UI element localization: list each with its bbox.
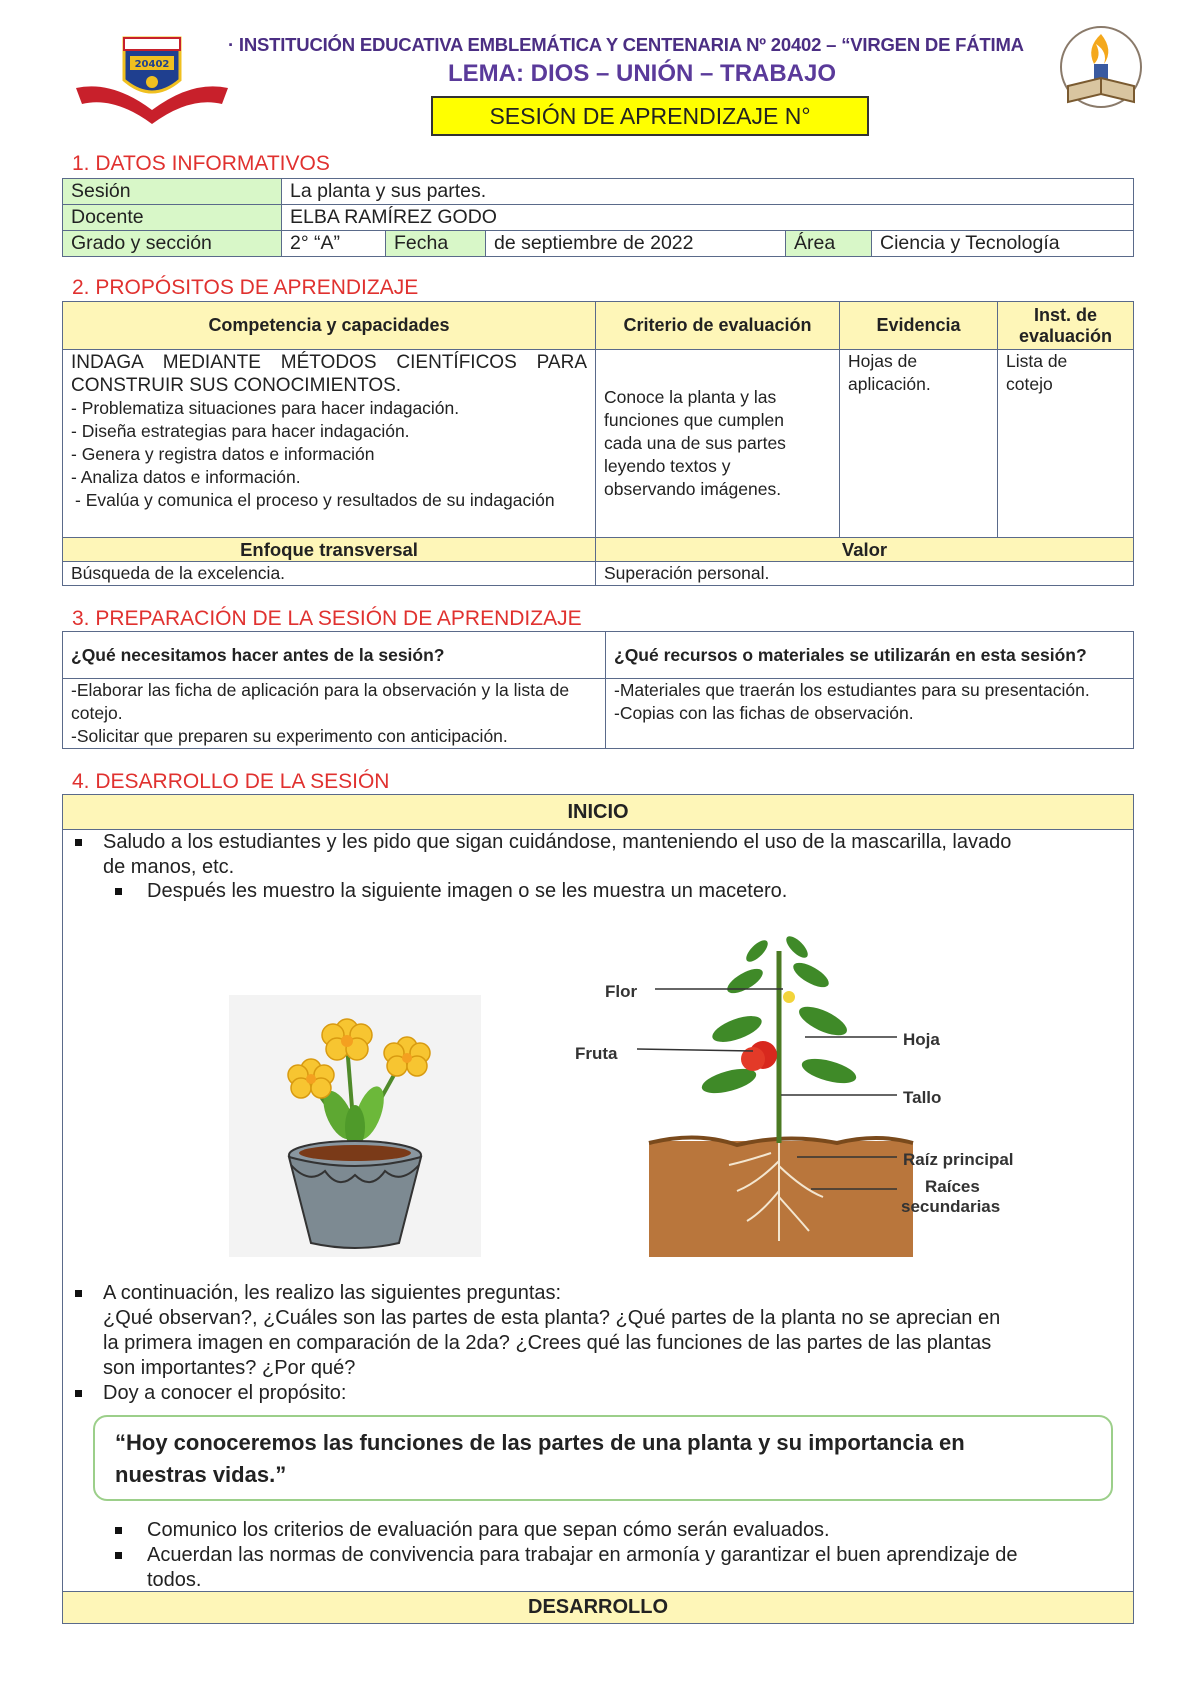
bullet-proposito: Doy a conocer el propósito: bbox=[103, 1382, 347, 1404]
label-hoja: Hoja bbox=[903, 1030, 940, 1049]
label-raiz-principal: Raíz principal bbox=[903, 1150, 1014, 1169]
table-row bbox=[63, 179, 1134, 205]
header-criterio: Criterio de evaluación bbox=[596, 302, 840, 350]
propositos-table bbox=[62, 301, 1134, 586]
fecha-label: Fecha bbox=[386, 231, 486, 257]
section-title-preparacion: 3. PREPARACIÓN DE LA SESIÓN DE APRENDIZAJE bbox=[72, 607, 582, 630]
table-row bbox=[63, 538, 1134, 562]
answer-recursos bbox=[606, 679, 1134, 749]
bullet-criterios: Comunico los criterios de evaluación para que sepan cómo serán evaluados. bbox=[147, 1519, 830, 1541]
grado-value: 2° “A” bbox=[282, 231, 386, 257]
session-title-box bbox=[431, 96, 869, 136]
label-flor: Flor bbox=[605, 982, 638, 1001]
school-logo-right bbox=[1056, 22, 1146, 122]
header-evidencia: Evidencia bbox=[840, 302, 998, 350]
section-title-desarrollo: 4. DESARROLLO DE LA SESIÓN bbox=[72, 770, 390, 793]
label-raices-1: Raíces bbox=[925, 1177, 980, 1196]
enfoque-label: Enfoque transversal bbox=[63, 538, 596, 562]
answer-antes-line: -Solicitar que preparen su experimento con anticipación. bbox=[71, 726, 508, 746]
header-competencia: Competencia y capacidades bbox=[63, 302, 596, 350]
flower-pot-image bbox=[229, 995, 481, 1257]
desarrollo-label: DESARROLLO bbox=[528, 1596, 668, 1618]
label-fruta: Fruta bbox=[575, 1044, 618, 1063]
docente-label: Docente bbox=[63, 205, 282, 231]
answer-antes-line: -Elaborar las ficha de aplicación para la observación y la lista de cotejo. bbox=[71, 680, 570, 723]
valor-value: Superación personal. bbox=[596, 562, 1134, 586]
desarrollo-bar bbox=[63, 1592, 1133, 1623]
capacidad-item: - Genera y registra datos e información bbox=[71, 444, 375, 464]
desarrollo-box bbox=[62, 794, 1134, 1624]
questions-line: ¿Qué observan?, ¿Cuáles son las partes de esta planta? ¿Qué partes de la planta no se aprecian en bbox=[103, 1307, 1001, 1329]
label-tallo: Tallo bbox=[903, 1088, 942, 1107]
competencia-cell bbox=[63, 350, 596, 538]
docente-value: ELBA RAMÍREZ GODO bbox=[282, 205, 1134, 231]
table-row bbox=[63, 679, 1134, 749]
plant-parts-diagram bbox=[557, 921, 1063, 1257]
question-recursos: ¿Qué recursos o materiales se utilizarán en esta sesión? bbox=[606, 632, 1134, 679]
sesion-value: La planta y sus partes. bbox=[282, 179, 1134, 205]
instrumento-cell: Lista de cotejo bbox=[998, 350, 1134, 538]
institution-name: · INSTITUCIÓN EDUCATIVA EMBLEMÁTICA Y CENTENARIA Nº 20402 – “VIRGEN DE FÁTIMA bbox=[228, 34, 1024, 55]
bullet bbox=[75, 839, 82, 846]
table-row bbox=[63, 205, 1134, 231]
session-title: SESIÓN DE APRENDIZAJE N° bbox=[489, 102, 811, 129]
questions-line: son importantes? ¿Por qué? bbox=[103, 1357, 356, 1379]
area-label: Área bbox=[786, 231, 872, 257]
table-row bbox=[63, 302, 1134, 350]
bullet-normas-line1: Acuerdan las normas de convivencia para trabajar en armonía y garantizar el buen aprendizaje de bbox=[147, 1544, 1018, 1566]
section-title-datos: 1. DATOS INFORMATIVOS bbox=[72, 152, 330, 175]
bullet-saludo-line1: Saludo a los estudiantes y les pido que sigan cuidándose, manteniendo el uso de la mascarilla, lavado bbox=[103, 831, 1012, 853]
purpose-box bbox=[93, 1415, 1113, 1501]
capacidad-item: - Analiza datos e información. bbox=[71, 467, 301, 487]
answer-recursos-line: -Materiales que traerán los estudiantes para su presentación. bbox=[614, 680, 1090, 700]
question-antes: ¿Qué necesitamos hacer antes de la sesión? bbox=[63, 632, 606, 679]
questions-line: la primera imagen en comparación de la 2da? ¿Crees qué las funciones de las partes de las plantas bbox=[103, 1332, 992, 1354]
header-instrumento: Inst. de evaluación bbox=[998, 302, 1134, 350]
fecha-value: de septiembre de 2022 bbox=[486, 231, 786, 257]
bullet bbox=[75, 1290, 82, 1297]
bullet bbox=[115, 888, 122, 895]
inicio-bar bbox=[63, 795, 1133, 829]
datos-table bbox=[62, 178, 1134, 257]
criterio-cell: Conoce la planta y las funciones que cumplen cada una de sus partes leyendo textos y observando imágenes. bbox=[596, 350, 840, 538]
section-title-propositos: 2. PROPÓSITOS DE APRENDIZAJE bbox=[72, 276, 419, 299]
valor-label: Valor bbox=[596, 538, 1134, 562]
table-row bbox=[63, 231, 1134, 257]
bullet bbox=[75, 1390, 82, 1397]
table-row bbox=[63, 562, 1134, 586]
bullet bbox=[115, 1552, 122, 1559]
evidencia-cell: Hojas de aplicación. bbox=[840, 350, 998, 538]
capacidad-item: - Evalúa y comunica el proceso y resultados de su indagación bbox=[75, 490, 555, 510]
inicio-label: INICIO bbox=[567, 800, 629, 823]
competencia-main: INDAGA MEDIANTE MÉTODOS CIENTÍFICOS PARA CONSTRUIR SUS CONOCIMIENTOS. bbox=[71, 352, 587, 396]
answer-recursos-line: -Copias con las fichas de observación. bbox=[614, 703, 914, 723]
school-motto: LEMA: DIOS – UNIÓN – TRABAJO bbox=[448, 60, 837, 87]
label-raices-2: secundarias bbox=[901, 1197, 1001, 1216]
bullet-normas-line2: todos. bbox=[147, 1569, 202, 1591]
capacidad-item: - Problematiza situaciones para hacer indagación. bbox=[71, 398, 460, 418]
capacidad-item: - Diseña estrategias para hacer indagación. bbox=[71, 421, 410, 441]
enfoque-value: Búsqueda de la excelencia. bbox=[63, 562, 596, 586]
bullet bbox=[115, 1527, 122, 1534]
bullet-imagen: Después les muestro la siguiente imagen o se les muestra un macetero. bbox=[147, 880, 788, 902]
sesion-label: Sesión bbox=[63, 179, 282, 205]
table-row bbox=[63, 350, 1134, 538]
logo-number: 20402 bbox=[134, 59, 170, 70]
grado-label: Grado y sección bbox=[63, 231, 282, 257]
answer-antes bbox=[63, 679, 606, 749]
bullet-preguntas: A continuación, les realizo las siguientes preguntas: bbox=[103, 1282, 562, 1304]
purpose-line: “Hoy conoceremos las funciones de las partes de una planta y su importancia en bbox=[115, 1430, 965, 1455]
table-row bbox=[63, 632, 1134, 679]
bullet-saludo-line2: de manos, etc. bbox=[103, 856, 235, 878]
school-logo-left bbox=[72, 30, 232, 126]
area-value: Ciencia y Tecnología bbox=[872, 231, 1134, 257]
preparacion-table bbox=[62, 631, 1134, 749]
purpose-line: nuestras vidas.” bbox=[115, 1462, 287, 1487]
